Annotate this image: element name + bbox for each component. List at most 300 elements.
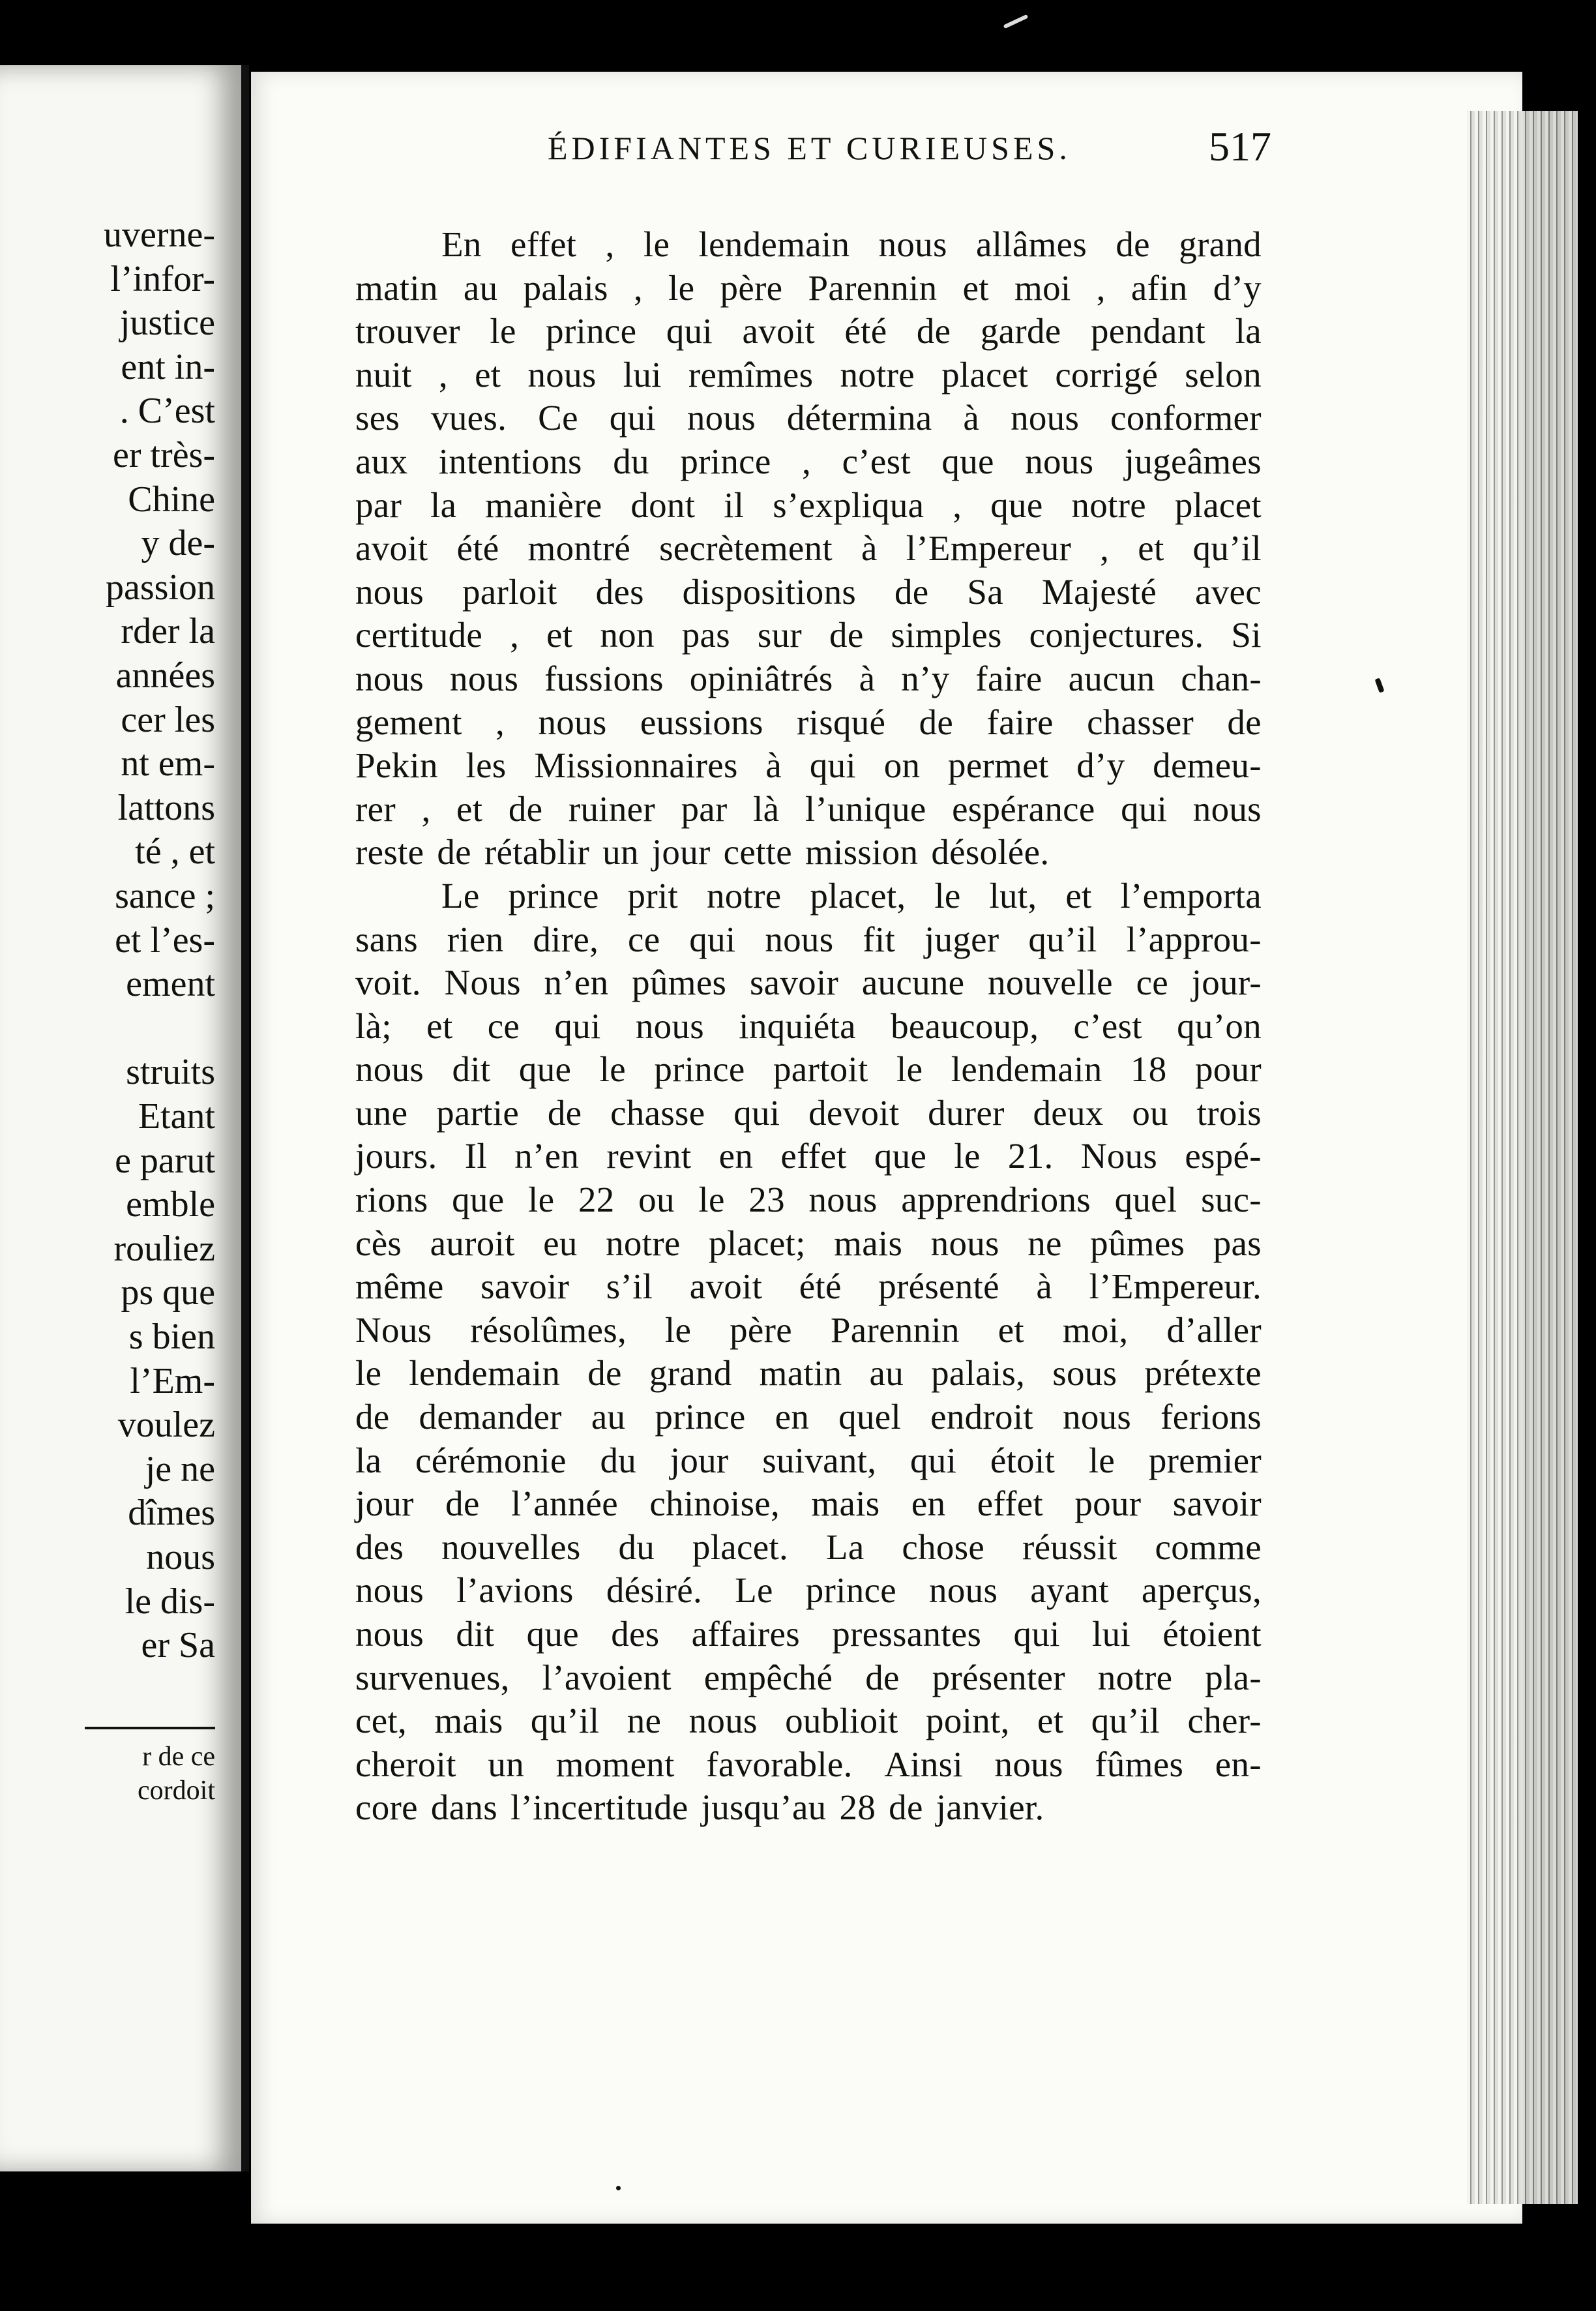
word: de (894, 571, 929, 612)
word: qui (733, 1092, 780, 1133)
word: de (919, 702, 954, 742)
word: nous (355, 658, 424, 698)
word: endroit (930, 1397, 1033, 1437)
word: aucune (861, 962, 965, 1003)
word: avoit (689, 1266, 763, 1307)
word: survenues, (355, 1657, 510, 1697)
word: matin (355, 267, 438, 308)
word: pas (681, 615, 730, 655)
word: notre (1071, 485, 1146, 525)
left-page-line: rouliez (113, 1228, 215, 1269)
left-footnote-line: cordoit (138, 1776, 215, 1806)
word: cérémonie (415, 1440, 567, 1480)
word: avec (1195, 571, 1262, 612)
left-page-line: dîmes (128, 1493, 215, 1534)
word: , (438, 354, 448, 395)
text-line (355, 1482, 1262, 1526)
word: père (720, 267, 783, 308)
word: opiniâtrés (689, 658, 833, 698)
word: ou (638, 1180, 675, 1220)
word: Le (735, 1570, 773, 1611)
text-line (355, 1222, 1262, 1266)
word: c’est (1073, 1006, 1142, 1046)
word: permet (948, 745, 1049, 786)
page-number: 517 (1209, 123, 1271, 170)
word: Nous (1080, 1136, 1158, 1176)
word: ferions (1160, 1397, 1262, 1437)
word: Le (441, 875, 480, 916)
text-line (355, 1352, 1262, 1395)
word: suivant, (762, 1440, 877, 1480)
word: père (730, 1309, 792, 1350)
word: c’est (842, 441, 911, 481)
left-page-line: je ne (145, 1448, 215, 1489)
word: qu’il (1028, 919, 1097, 959)
word: ce (1136, 962, 1168, 1003)
word: n’y (901, 658, 950, 698)
word: notre (706, 875, 782, 916)
word: dont (630, 485, 696, 525)
word: prince (655, 1397, 746, 1437)
word: de (445, 1484, 480, 1524)
word: nous (929, 1570, 998, 1611)
word: l’emporta (1120, 875, 1262, 916)
word: nous (355, 571, 424, 612)
word: Nous (444, 962, 521, 1003)
word: résolûmes, (470, 1309, 627, 1350)
word: le (698, 1180, 725, 1220)
word: Pekin (355, 745, 438, 786)
word: par (355, 485, 402, 525)
word: le (599, 1049, 626, 1090)
word: garde (980, 311, 1061, 351)
word: un (488, 1744, 525, 1784)
word: faire (975, 658, 1042, 698)
word: les (466, 745, 507, 786)
word: de (865, 1657, 900, 1697)
page-edges (1467, 111, 1578, 2204)
word: le (643, 224, 670, 264)
word: que (874, 1136, 927, 1176)
text-line (355, 1656, 1262, 1700)
left-page-fragment (0, 65, 249, 2171)
text-line (355, 1005, 1262, 1049)
left-page-line: er très- (112, 435, 215, 475)
paragraph (355, 223, 1262, 874)
text-line (355, 527, 1262, 571)
word: ruiner (568, 788, 655, 829)
text-line (355, 874, 1262, 918)
word: la (1235, 311, 1262, 351)
word: faire (986, 702, 1054, 742)
word: réussit (1022, 1527, 1117, 1567)
word: en (718, 1136, 754, 1176)
text-line (355, 1092, 1262, 1135)
word: et (475, 354, 501, 395)
left-page-line: sance ; (115, 876, 215, 916)
word: prince (546, 311, 637, 351)
word: 22 (578, 1180, 615, 1220)
word: en (911, 1484, 946, 1524)
word: placet. (692, 1527, 789, 1567)
word: de (1116, 224, 1150, 264)
word: , (510, 615, 520, 655)
word: secrètement (659, 528, 833, 569)
word: point, (926, 1701, 1010, 1741)
word: que (990, 485, 1043, 525)
left-page-line: nous (146, 1537, 215, 1577)
word: demeu- (1153, 745, 1262, 786)
word: d’y (1213, 267, 1262, 308)
word: eussions (640, 702, 763, 742)
word: palais (523, 267, 608, 308)
word: suc- (1201, 1180, 1262, 1220)
word: moment (555, 1744, 675, 1784)
word: affaires (691, 1614, 800, 1654)
left-page-line: ement (126, 964, 215, 1005)
word: et (456, 788, 483, 829)
word: lendemain (409, 1353, 561, 1394)
word: et (1065, 875, 1092, 916)
text-line (355, 1265, 1262, 1309)
word: sans (355, 919, 418, 959)
text-line (355, 1395, 1262, 1439)
word: de (829, 615, 864, 655)
left-page-line: rder la (121, 611, 215, 652)
word: Sa (967, 571, 1004, 612)
word: dispositions (682, 571, 857, 612)
text-line (355, 484, 1262, 528)
word: l’unique (805, 788, 926, 829)
word: s’expliqua (773, 485, 924, 525)
word: jugeâmes (1124, 441, 1262, 481)
word: espérance (952, 788, 1095, 829)
word: cher- (1187, 1701, 1262, 1741)
word: Parennin (808, 267, 938, 308)
word: jour (355, 1484, 414, 1524)
word: été (844, 311, 887, 351)
word: , (421, 788, 431, 829)
word: par (681, 788, 728, 829)
text-line (355, 961, 1262, 1005)
word: gement (355, 702, 462, 742)
text-line (355, 267, 1262, 310)
word: des (355, 1527, 404, 1567)
word: de (508, 788, 543, 829)
word: prince (654, 1049, 745, 1090)
word: sous (1052, 1353, 1117, 1394)
word: vues. (431, 398, 507, 438)
left-page-line: justice (119, 303, 215, 344)
word: le (664, 1309, 692, 1350)
word: été (456, 528, 499, 569)
text-line (355, 396, 1262, 440)
text-line (355, 223, 1262, 267)
word: nous (687, 398, 756, 438)
word: cès (355, 1223, 402, 1263)
text-line (355, 1699, 1262, 1743)
word: , (953, 485, 962, 525)
word: placet; (709, 1223, 806, 1263)
word: simples (891, 615, 1002, 655)
text-line (355, 1613, 1262, 1656)
word: et (962, 267, 989, 308)
word: remîmes (688, 354, 814, 395)
word: nous (355, 1570, 424, 1611)
word: lut, (989, 875, 1037, 916)
word: l’avoient (542, 1657, 672, 1697)
left-page-line: ent in- (121, 346, 215, 387)
word: le (954, 1136, 981, 1176)
ink-speck (616, 2186, 621, 2190)
left-page-line: struits (126, 1052, 215, 1093)
word: notre (1097, 1657, 1173, 1697)
word: cet, (355, 1701, 407, 1741)
word: en- (1215, 1744, 1262, 1784)
word: aux (355, 441, 408, 481)
word: beaucoup, (891, 1006, 1039, 1046)
word: trois (1196, 1092, 1262, 1133)
text-line (355, 1135, 1262, 1178)
word: des (611, 1614, 660, 1654)
word: chinoise, (649, 1484, 780, 1524)
word: nous (688, 1701, 758, 1741)
text-line (355, 440, 1262, 484)
word: devoit (808, 1092, 900, 1133)
word: le (355, 1353, 382, 1394)
word: nous (527, 354, 597, 395)
text-line (355, 1178, 1262, 1222)
word: qui (666, 311, 713, 351)
word: Ainsi (884, 1744, 963, 1784)
word: juger (924, 919, 999, 959)
word: demander (419, 1397, 562, 1437)
left-footnote-line: r de ce (142, 1742, 215, 1772)
word: ou (1132, 1092, 1168, 1133)
word: 23 (748, 1180, 785, 1220)
left-page-line: Chine (128, 479, 215, 520)
text-line (355, 1569, 1262, 1613)
word: non (600, 615, 655, 655)
word: le (1088, 1440, 1116, 1480)
word: que (526, 1614, 579, 1654)
word: allâmes (975, 224, 1087, 264)
word: étoit (990, 1440, 1056, 1480)
word: effet (510, 224, 577, 264)
word: on (883, 745, 921, 786)
word: pressantes (832, 1614, 982, 1654)
word: ses (355, 398, 400, 438)
word: pour (1074, 1484, 1142, 1524)
word: l’avions (456, 1570, 574, 1611)
body-text (355, 223, 1262, 1830)
word: prince (680, 441, 771, 481)
word: savoir (1172, 1484, 1262, 1524)
word: au (463, 267, 498, 308)
word: qui (609, 398, 656, 438)
left-page-line: l’Em- (130, 1360, 215, 1401)
word: qu’il (530, 1701, 600, 1741)
word: prétexte (1144, 1353, 1262, 1394)
text-line: reste de rétablir un jour cette mission désolée. (355, 832, 1050, 872)
word: prit (627, 875, 679, 916)
word: fussions (544, 658, 664, 698)
left-page-line: e parut (115, 1140, 215, 1181)
word: nous (808, 1180, 878, 1220)
word: de (587, 1353, 622, 1394)
word: présenter (932, 1657, 1065, 1697)
word: ce (487, 1006, 520, 1046)
word: dire, (533, 919, 599, 959)
word: revint (606, 1136, 692, 1176)
word: nous (355, 1614, 424, 1654)
word: à (765, 745, 782, 786)
word: nous (930, 1223, 999, 1263)
ink-speck (1003, 14, 1029, 29)
word: nouvelles (441, 1527, 581, 1567)
word: , (1100, 528, 1110, 569)
word: le (528, 1180, 555, 1220)
word: durer (928, 1092, 1005, 1133)
word: trouver (355, 311, 460, 351)
word: été (799, 1266, 842, 1307)
text-line (355, 744, 1262, 788)
left-page-line: y de- (141, 523, 215, 564)
word: afin (1130, 267, 1188, 308)
word: pendant (1090, 311, 1206, 351)
word: que (518, 1049, 572, 1090)
word: notre (606, 1223, 681, 1263)
word: à (1036, 1266, 1053, 1307)
word: des (595, 571, 644, 612)
word: là (753, 788, 780, 829)
word: nous (355, 1049, 424, 1090)
word: pûmes (1090, 1223, 1185, 1263)
word: qu’il (1091, 1701, 1160, 1741)
text-line (355, 353, 1262, 397)
left-page-line: ps que (121, 1272, 215, 1313)
word: sur (757, 615, 803, 655)
left-page-line: le dis- (125, 1581, 215, 1622)
word: nous (538, 702, 607, 742)
word: effet (780, 1136, 847, 1176)
left-page-line: et l’es- (115, 919, 215, 961)
word: fûmes (1095, 1744, 1184, 1784)
word: , (802, 441, 812, 481)
word: il (724, 485, 745, 525)
word: présenté (878, 1266, 999, 1307)
word: l’année (511, 1484, 618, 1524)
word: à (963, 398, 980, 438)
footnote-rule (85, 1727, 215, 1729)
word: Majesté (1041, 571, 1157, 612)
left-page-line: té , et (135, 831, 215, 872)
word: fit (863, 919, 896, 959)
word: qui (909, 1440, 957, 1480)
word: lui (623, 354, 662, 395)
text-line (355, 614, 1262, 657)
left-page-line: passion (106, 567, 215, 608)
word: nous (1011, 398, 1080, 438)
word: risqué (797, 702, 886, 742)
text-line (355, 1048, 1262, 1092)
word: du (613, 441, 649, 481)
left-page-line: emble (126, 1184, 215, 1225)
left-page-line: années (115, 655, 215, 696)
word: qui (689, 919, 736, 959)
word: au (869, 1353, 904, 1394)
word: conformer (1110, 398, 1262, 438)
word: , (605, 224, 615, 264)
word: l’approu- (1126, 919, 1262, 959)
word: 18 (1130, 1049, 1167, 1090)
word: détermina (786, 398, 932, 438)
text-line (355, 1743, 1262, 1787)
word: grand (1179, 224, 1262, 264)
word: aucun (1068, 658, 1155, 698)
left-page-line: nt em- (121, 743, 215, 784)
text-line (355, 657, 1262, 701)
word: Missionnaires (534, 745, 738, 786)
word: du (618, 1527, 655, 1567)
left-page-line: l’infor- (110, 258, 215, 299)
word: placet (941, 354, 1029, 395)
word: conjectures. (1029, 615, 1204, 655)
text-line (355, 788, 1262, 831)
word: 21. (1007, 1136, 1054, 1176)
word: nous (1025, 441, 1094, 481)
word: et (546, 615, 573, 655)
word: qui (554, 1006, 601, 1046)
word: avoit (742, 311, 815, 351)
word: matin (759, 1353, 842, 1394)
word: le (896, 1049, 923, 1090)
text-line: core dans l’incertitude jusqu’au 28 de janvier. (355, 1787, 1044, 1828)
word: moi (1014, 267, 1071, 308)
word: savoir (749, 962, 839, 1003)
word: qui (809, 745, 856, 786)
word: quel (838, 1397, 902, 1437)
word: mais (434, 1701, 503, 1741)
word: de (1227, 702, 1262, 742)
word: que (452, 1180, 505, 1220)
word: pour (1194, 1049, 1262, 1090)
word: la (355, 1440, 382, 1480)
word: auroit (430, 1223, 515, 1263)
text-line (355, 701, 1262, 745)
word: en (775, 1397, 810, 1437)
word: parloit (462, 571, 557, 612)
word: espé- (1185, 1136, 1262, 1176)
word: le (668, 267, 695, 308)
word: nous (1192, 788, 1262, 829)
word: chasse (610, 1092, 705, 1133)
word: , (495, 702, 505, 742)
running-head (293, 123, 1271, 188)
word: nous (878, 224, 947, 264)
word: pas (1213, 1223, 1262, 1263)
word: le (490, 311, 516, 351)
word: qui (1013, 1614, 1060, 1654)
word: placet (1174, 485, 1262, 525)
word: , (1096, 267, 1106, 308)
word: chasser (1087, 702, 1194, 742)
word: Nous (355, 1309, 432, 1350)
text-line (355, 571, 1262, 614)
word: certitude (355, 615, 483, 655)
word: et (998, 1309, 1024, 1350)
word: et (1037, 1701, 1064, 1741)
